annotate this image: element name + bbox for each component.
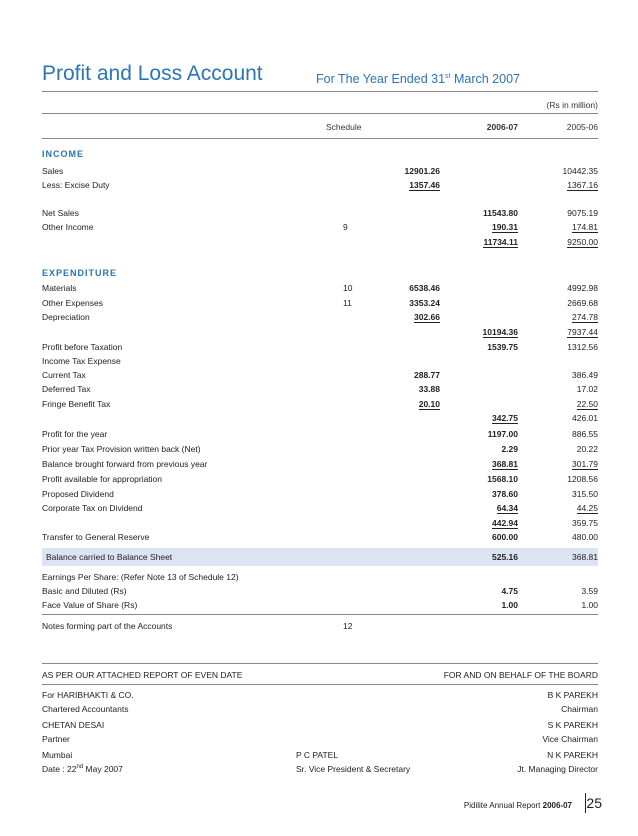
- director2-role: Vice Chairman: [542, 734, 598, 744]
- face-value-label: Face Value of Share (Rs): [42, 600, 138, 610]
- net-sales-label: Net Sales: [42, 208, 79, 218]
- footer-rule: [42, 663, 598, 664]
- materials-label: Materials: [42, 283, 77, 293]
- bal-bf-previous: 301.79: [572, 459, 598, 469]
- auditor-firm: For HARIBHAKTI & CO.: [42, 690, 134, 700]
- footer-subrule: [42, 684, 598, 685]
- pfy-previous: 886.55: [572, 429, 598, 439]
- secretary-name: P C PATEL: [296, 750, 339, 760]
- excise-current: 1357.46: [409, 180, 440, 190]
- notes-schedule: 12: [343, 621, 353, 631]
- title-rule: [42, 91, 598, 92]
- prior-tax-label: Prior year Tax Provision written back (Net): [42, 444, 201, 454]
- pbt-current: 1539.75: [487, 342, 518, 352]
- balance-cf-label: Balance carried to Balance Sheet: [46, 552, 173, 562]
- materials-current: 6538.46: [409, 283, 440, 293]
- depreciation-previous: 274.78: [572, 312, 598, 322]
- general-reserve-current: 600.00: [492, 532, 518, 542]
- sales-label: Sales: [42, 166, 64, 176]
- dividend-current: 378.60: [492, 489, 518, 499]
- pfy-current: 1197.00: [487, 429, 518, 439]
- col-schedule-header: Schedule: [326, 122, 362, 132]
- deferred-tax-current: 33.88: [418, 384, 440, 394]
- table-end-rule: [42, 614, 598, 615]
- eps-heading: Earnings Per Share: (Refer Note 13 of Schedule 12): [42, 572, 239, 582]
- other-income-current: 190.31: [492, 222, 518, 232]
- director3-role: Jt. Managing Director: [517, 764, 598, 774]
- board-reference: FOR AND ON BEHALF OF THE BOARD: [443, 670, 598, 680]
- available-previous: 1208.56: [567, 474, 598, 484]
- col-current-header: 2006-07: [486, 122, 518, 132]
- pfy-label: Profit for the year: [42, 429, 108, 439]
- income-heading: INCOME: [42, 149, 84, 159]
- auditor-role: Chartered Accountants: [42, 704, 129, 714]
- face-value-current: 1.00: [501, 600, 518, 610]
- page-number: 25: [586, 795, 602, 811]
- deferred-tax-label: Deferred Tax: [42, 384, 91, 394]
- tax-total-previous: 426.01: [572, 413, 598, 423]
- balance-cf-current: 525.16: [492, 552, 518, 562]
- excise-label: Less: Excise Duty: [42, 180, 110, 190]
- bal-bf-current: 368.81: [492, 459, 518, 469]
- excise-previous: 1367.16: [567, 180, 598, 190]
- director1-name: B K PAREKH: [547, 690, 598, 700]
- div-tax-previous: 44.25: [576, 503, 598, 513]
- page-subtitle: For The Year Ended 31st March 2007: [316, 72, 520, 86]
- units-rule: [42, 113, 598, 114]
- available-current: 1568.10: [487, 474, 518, 484]
- other-income-label: Other Income: [42, 222, 94, 232]
- eps-previous: 3.59: [581, 586, 598, 596]
- income-total-previous: 9250.00: [567, 237, 598, 247]
- pbt-label: Profit before Taxation: [42, 342, 123, 352]
- other-income-schedule: 9: [343, 222, 348, 232]
- expenditure-total-current: 10194.36: [482, 327, 518, 337]
- current-tax-label: Current Tax: [42, 370, 86, 380]
- col-previous-header: 2005-06: [566, 122, 598, 132]
- income-total-current: 11734.11: [483, 237, 518, 247]
- expenditure-total-previous: 7937.44: [567, 327, 598, 337]
- page-title: Profit and Loss Account: [42, 62, 263, 85]
- dividend-label: Proposed Dividend: [42, 489, 114, 499]
- net-sales-previous: 9075.19: [567, 208, 598, 218]
- eps-label: Basic and Diluted (Rs): [42, 586, 127, 596]
- prior-tax-previous: 20.22: [576, 444, 598, 454]
- fbt-previous: 22.50: [576, 399, 598, 409]
- secretary-role: Sr. Vice President & Secretary: [296, 764, 411, 774]
- other-expenses-label: Other Expenses: [42, 298, 103, 308]
- available-label: Profit available for appropriation: [42, 474, 163, 484]
- net-sales-current: 11543.80: [483, 208, 518, 218]
- pbt-previous: 1312.56: [567, 342, 598, 352]
- signing-date: Date : 22nd May 2007: [42, 764, 123, 774]
- current-tax-previous: 386.49: [572, 370, 598, 380]
- eps-current: 4.75: [501, 586, 518, 596]
- depreciation-current: 302.66: [414, 312, 440, 322]
- director1-role: Chairman: [561, 704, 598, 714]
- approp-total-previous: 359.75: [572, 518, 598, 528]
- other-expenses-schedule: 11: [343, 298, 352, 308]
- partner-role: Partner: [42, 734, 70, 744]
- sales-current: 12901.26: [404, 166, 440, 176]
- bal-bf-label: Balance brought forward from previous year: [42, 459, 208, 469]
- expenditure-heading: EXPENDITURE: [42, 268, 118, 278]
- div-tax-current: 64.34: [496, 503, 518, 513]
- units-note: (Rs in million): [546, 100, 598, 110]
- place: Mumbai: [42, 750, 73, 760]
- depreciation-label: Depreciation: [42, 312, 90, 322]
- fbt-current: 20.10: [418, 399, 440, 409]
- notes-label: Notes forming part of the Accounts: [42, 621, 173, 631]
- deferred-tax-previous: 17.02: [576, 384, 598, 394]
- general-reserve-label: Transfer to General Reserve: [42, 532, 150, 542]
- other-expenses-current: 3353.24: [409, 298, 440, 308]
- general-reserve-previous: 480.00: [572, 532, 598, 542]
- report-name: Pidilite Annual Report 2006-07: [463, 801, 572, 810]
- approp-total-current: 442.94: [492, 518, 518, 528]
- prior-tax-current: 2.29: [501, 444, 518, 454]
- other-income-previous: 174.81: [572, 222, 598, 232]
- fbt-label: Fringe Benefit Tax: [42, 399, 111, 409]
- div-tax-label: Corporate Tax on Dividend: [42, 503, 143, 513]
- sales-previous: 10442.35: [562, 166, 598, 176]
- report-reference: AS PER OUR ATTACHED REPORT OF EVEN DATE: [42, 670, 243, 680]
- face-value-previous: 1.00: [581, 600, 598, 610]
- header-rule: [42, 138, 598, 139]
- other-expenses-previous: 2669.68: [567, 298, 598, 308]
- tax-total-current: 342.75: [492, 413, 518, 423]
- materials-previous: 4992.98: [567, 283, 598, 293]
- dividend-previous: 315.50: [572, 489, 598, 499]
- tax-heading: Income Tax Expense: [42, 356, 121, 366]
- balance-cf-previous: 368.81: [572, 552, 598, 562]
- director3-name: N K PAREKH: [547, 750, 598, 760]
- current-tax-current: 288.77: [414, 370, 440, 380]
- partner-name: CHETAN DESAI: [42, 720, 105, 730]
- director2-name: S K PAREKH: [547, 720, 598, 730]
- materials-schedule: 10: [343, 283, 353, 293]
